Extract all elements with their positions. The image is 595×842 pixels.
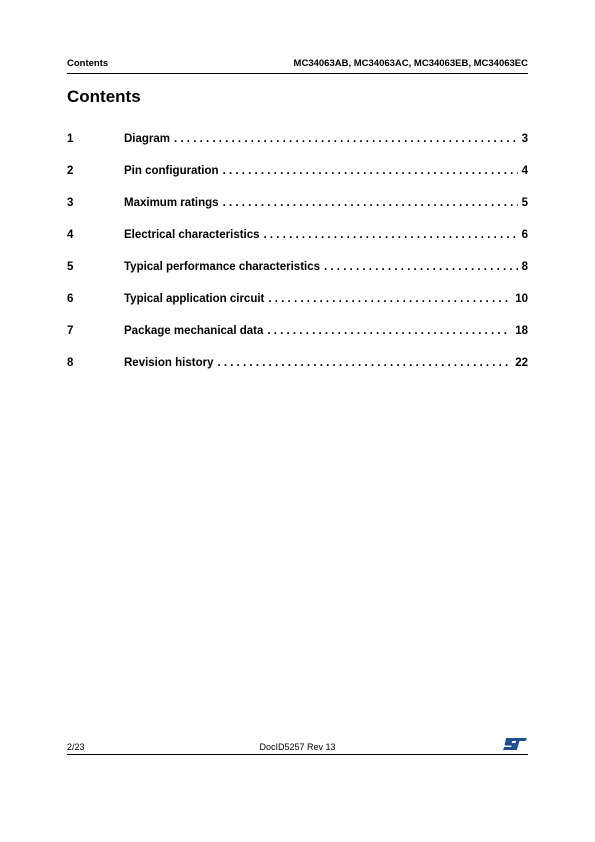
toc-dot-leader (223, 165, 518, 177)
toc-item-title: Electrical characteristics (124, 229, 260, 241)
toc-dot-leader (217, 357, 511, 369)
footer-page-number: 2/23 (67, 742, 85, 752)
toc-item-number: 8 (67, 357, 74, 369)
st-logo-icon (502, 737, 528, 751)
toc-item-title: Maximum ratings (124, 197, 219, 209)
toc-item-title: Pin configuration (124, 165, 219, 177)
toc-item-page: 6 (521, 229, 528, 241)
toc-item-page: 3 (521, 133, 528, 145)
toc-item-page: 4 (521, 165, 528, 177)
toc-item-page: 5 (521, 197, 528, 209)
toc-item-number: 2 (67, 165, 74, 177)
toc-item-maximum-ratings[interactable] (67, 197, 528, 229)
toc-item-typical-performance-characteristics[interactable] (67, 261, 528, 293)
header-section-label: Contents (67, 58, 109, 69)
footer-document-id: DocID5257 Rev 13 (259, 742, 336, 752)
toc-item-title: Diagram (124, 133, 171, 145)
toc-item-revision-history[interactable] (67, 357, 528, 389)
toc-item-page: 8 (521, 261, 528, 273)
page-title: Contents (67, 87, 141, 106)
toc-dot-leader (174, 133, 518, 145)
toc-item-number: 6 (67, 293, 74, 305)
toc-dot-leader (324, 261, 518, 273)
toc-item-package-mechanical-data[interactable] (67, 325, 528, 357)
toc-item-pin-configuration[interactable] (67, 165, 528, 197)
toc-item-number: 5 (67, 261, 74, 273)
toc-item-number: 1 (67, 133, 74, 145)
toc-item-page: 10 (515, 293, 528, 305)
page-footer (67, 737, 528, 755)
toc-dot-leader (267, 325, 511, 337)
toc-item-page: 22 (515, 357, 528, 369)
toc-item-title: Package mechanical data (124, 325, 264, 337)
header-product-names: MC34063AB, MC34063AC, MC34063EB, MC34063EC (293, 58, 528, 69)
page-header (67, 57, 528, 74)
toc-item-page: 18 (515, 325, 528, 337)
table-of-contents (67, 133, 528, 389)
toc-item-title: Typical performance characteristics (124, 261, 321, 273)
toc-item-number: 3 (67, 197, 74, 209)
toc-dot-leader (223, 197, 518, 209)
toc-item-typical-application-circuit[interactable] (67, 293, 528, 325)
toc-item-diagram[interactable] (67, 133, 528, 165)
toc-item-electrical-characteristics[interactable] (67, 229, 528, 261)
toc-item-number: 4 (67, 229, 74, 241)
toc-item-title: Typical application circuit (124, 293, 265, 305)
toc-item-title: Revision history (124, 357, 214, 369)
toc-item-number: 7 (67, 325, 74, 337)
toc-dot-leader (268, 293, 511, 305)
toc-dot-leader (264, 229, 518, 241)
